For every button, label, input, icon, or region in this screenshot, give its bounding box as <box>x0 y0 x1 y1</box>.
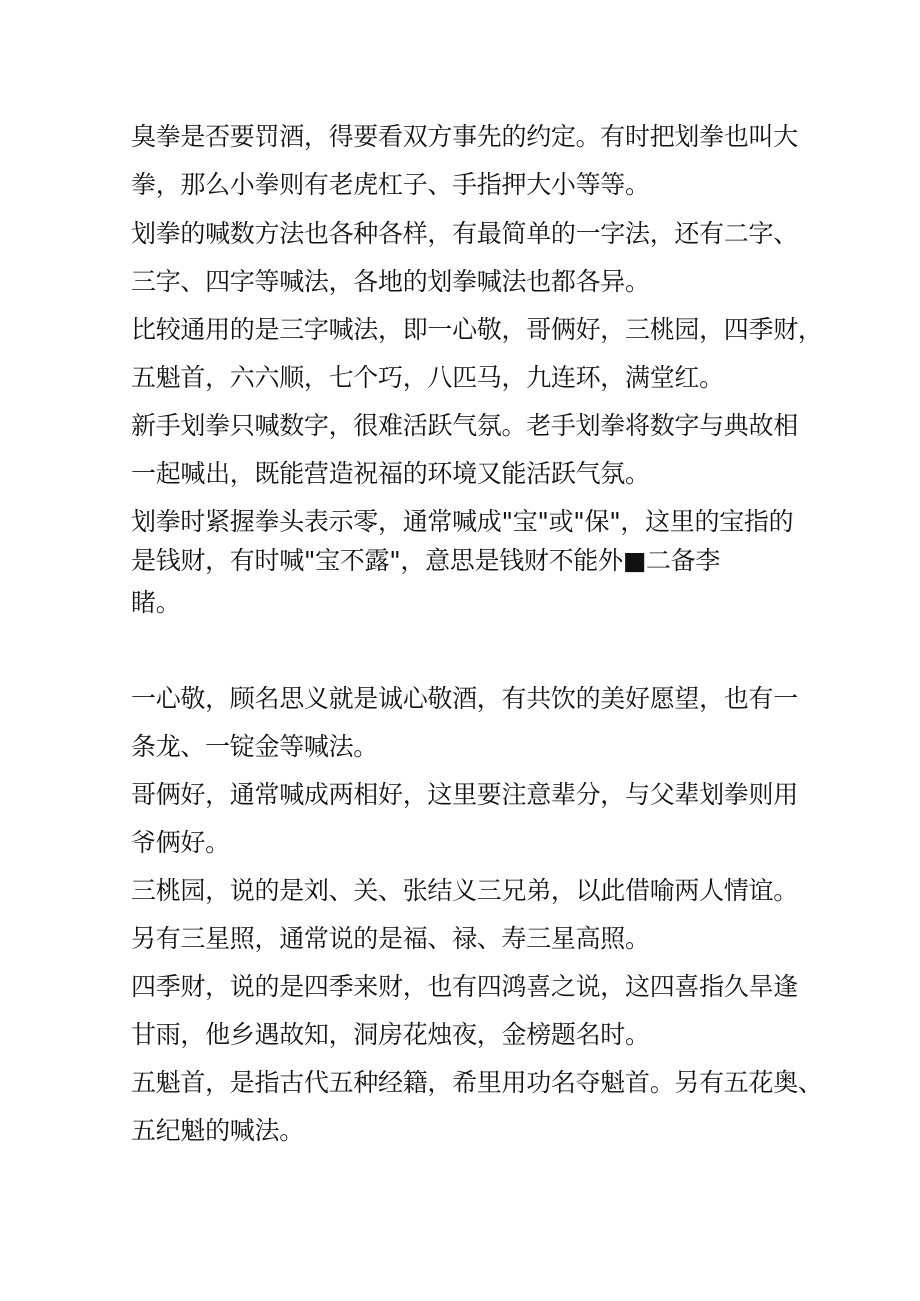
paragraph-line: 划拳的喊数方法也各种各样，有最简单的一字法，还有二字、 <box>131 219 798 248</box>
paragraph-line: 条龙、一锭金等喊法。 <box>131 732 379 761</box>
paragraph-line: 睹。 <box>131 588 181 617</box>
paragraph-line: 五纪魁的喊法。 <box>131 1116 304 1145</box>
paragraph-line: 一起喊出，既能营造祝福的环境又能活跃气氛。 <box>131 459 650 488</box>
paragraph-line: 五魁首，六六顺，七个巧，八匹马，九连环，满堂红。 <box>131 363 724 392</box>
paragraph-line: 比较通用的是三字喊法，即一心敬，哥俩好，三桃园，四季财， <box>131 315 823 344</box>
paragraph-line: 另有三星照，通常说的是福、禄、寿三星高照。 <box>131 924 650 953</box>
paragraph-line: 甘雨，他乡遇故知，洞房花烛夜，金榜题名时。 <box>131 1020 650 1049</box>
paragraph-line: 是钱财，有时喊"宝不露"，意思是钱财不能外■二备李 <box>131 546 721 575</box>
paragraph-line: 新手划拳只喊数字，很难活跃气氛。老手划拳将数字与典故相 <box>131 411 798 440</box>
paragraph-line: 四季财，说的是四季来财，也有四鸿喜之说，这四喜指久旱逢 <box>131 972 798 1001</box>
paragraph-line: 三桃园，说的是刘、关、张结义三兄弟，以此借喻两人情谊。 <box>131 876 798 905</box>
paragraph-line: 拳，那么小拳则有老虎杠子、手指押大小等等。 <box>131 170 650 199</box>
paragraph-line: 臭拳是否要罚酒，得要看双方事先的约定。有时把划拳也叫大 <box>131 122 798 151</box>
paragraph-line: 爷俩好。 <box>131 828 230 857</box>
paragraph-line: 五魁首，是指古代五种经籍，希里用功名夺魁首。另有五花奥、 <box>131 1068 823 1097</box>
paragraph-line: 一心敬，顾名思义就是诚心敬酒，有共饮的美好愿望，也有一 <box>131 684 798 713</box>
paragraph-line: 划拳时紧握拳头表示零，通常喊成"宝"或"保"，这里的宝指的 <box>131 507 794 536</box>
paragraph-line: 哥俩好，通常喊成两相好，这里要注意辈分，与父辈划拳则用 <box>131 780 798 809</box>
paragraph-line: 三字、四字等喊法，各地的划拳喊法也都各异。 <box>131 267 650 296</box>
